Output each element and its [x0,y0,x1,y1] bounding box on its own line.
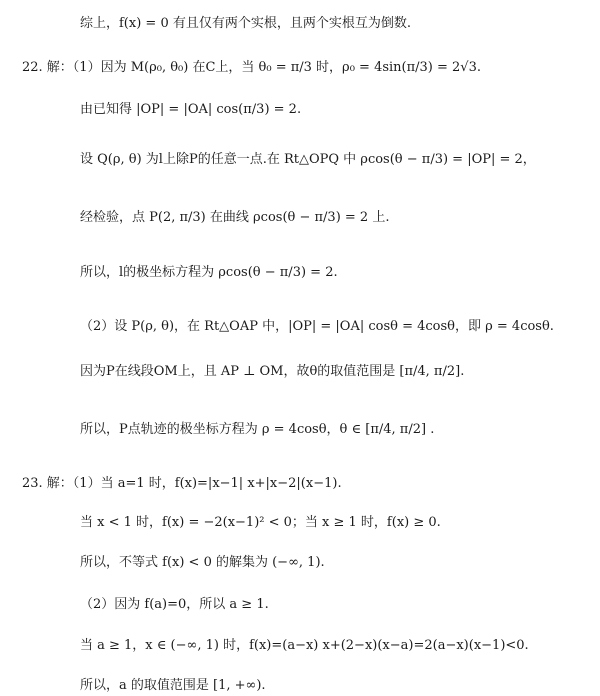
verification-line: 经检验，点 P(2, π/3) 在曲线 ρcos(θ − π/3) = 2 上. [80,210,390,225]
summary-line: 综上，f(x) = 0 有且仅有两个实根，且两个实根互为倒数. [80,16,411,31]
solution-set-line: 所以，不等式 f(x) < 0 的解集为 (−∞, 1). [80,555,325,570]
problem-22-part2-line: （2）设 P(ρ, θ)，在 Rt△OAP 中，|OP| = |OA| cosθ = 4cosθ，即 ρ = 4cosθ. [80,319,554,334]
problem-22-part1-line: 22. 解：（1）因为 M(ρ₀, θ₀) 在C上，当 θ₀ = π/3 时，ρ₀ = 4sin(π/3) = 2√3. [22,60,481,75]
contradiction-line: 当 a ≥ 1，x ∈ (−∞, 1) 时，f(x)=(a−x) x+(2−x)(x−a)=2(a−x)(x−1)<0. [80,638,529,653]
theta-range-line: 因为P在线段OM上，且 AP ⊥ OM，故θ的取值范围是 [π/4, π/2]. [80,364,465,379]
range-conclusion-line: 所以，a 的取值范围是 [1, +∞). [80,678,266,693]
problem-23-part1-line: 23. 解：（1）当 a=1 时，f(x)=|x−1| x+|x−2|(x−1). [22,476,342,491]
problem-23-part2-line: （2）因为 f(a)=0，所以 a ≥ 1. [80,597,269,612]
polar-equation-line: 所以，l的极坐标方程为 ρcos(θ − π/3) = 2. [80,265,338,280]
trajectory-equation-line: 所以，P点轨迹的极坐标方程为 ρ = 4cosθ，θ ∈ [π/4, π/2] . [80,422,435,437]
point-q-line: 设 Q(ρ, θ) 为l上除P的任意一点.在 Rt△OPQ 中 ρcos(θ − π/3) = |OP| = 2， [80,152,536,167]
case-analysis-line: 当 x < 1 时，f(x) = −2(x−1)² < 0；当 x ≥ 1 时，f(x) ≥ 0. [80,515,441,530]
op-length-line: 由已知得 |OP| = |OA| cos(π/3) = 2. [80,102,302,117]
